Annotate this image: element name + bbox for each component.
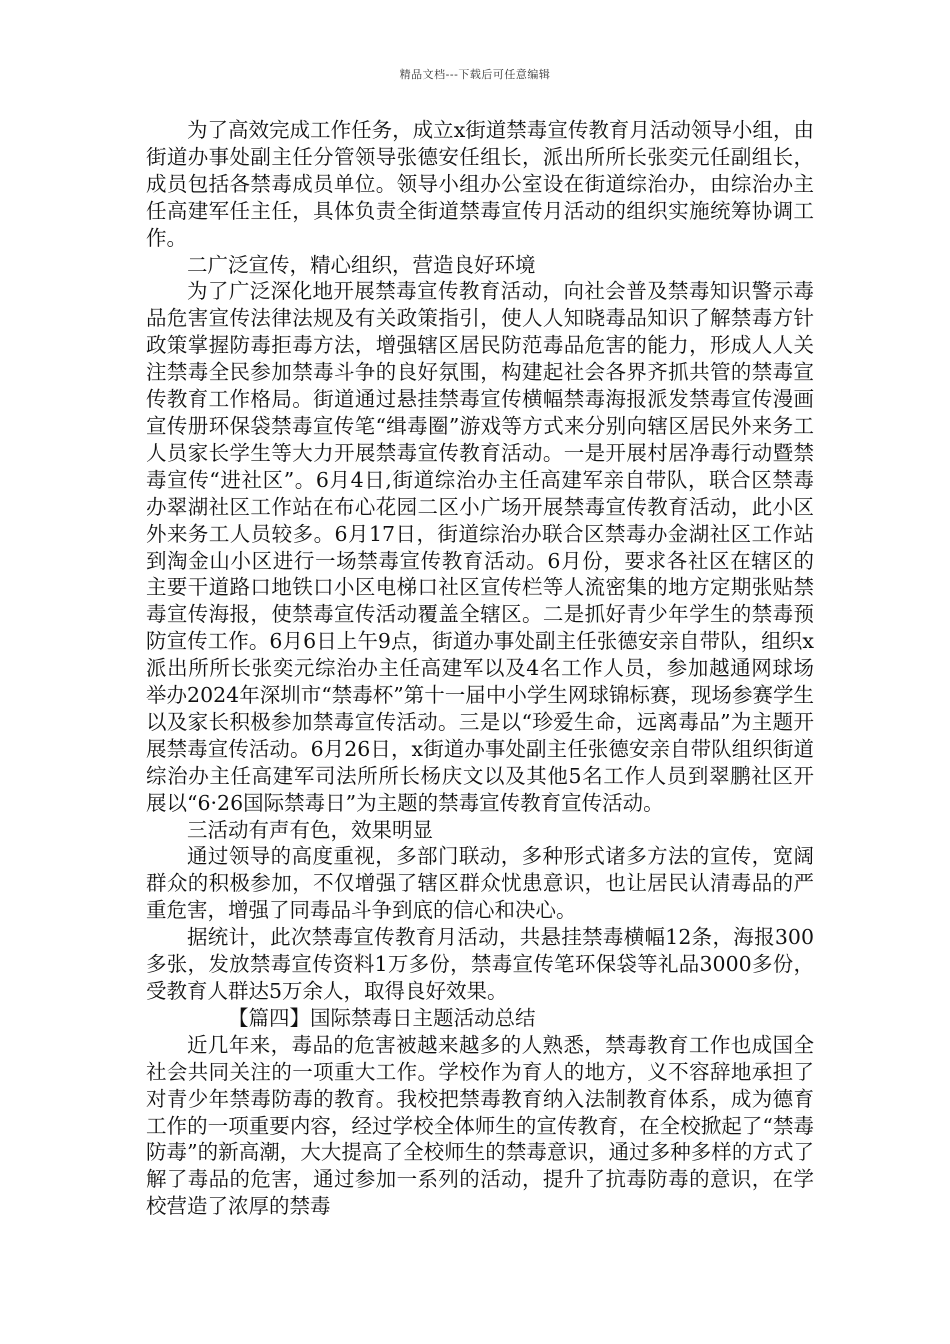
document-body [146,117,814,1220]
paragraph-statistics: 据统计，此次禁毒宣传教育月活动，共悬挂禁毒横幅12条，海报300多张，发放禁毒宣传资料1万多份，禁毒宣传笔环保袋等礼品3000多份，受教育人群达5万余人，取得良好效果。 [146,925,814,1003]
paragraph-results: 通过领导的高度重视，多部门联动，多种形式诸多方法的宣传，宽阔群众的积极参加，不仅增强了辖区群众忧患意识，也让居民认清毒品的严重危害，增强了同毒品斗争到底的信心和决心。 [146,844,814,923]
paragraph-leadership-group: 为了高效完成工作任务，成立x街道禁毒宣传教育月活动领导小组，由街道办事处副主任分管领导张德安任组长，派出所所长张奕元任副组长，成员包括各禁毒成员单位。领导小组办公室设在街道综治办，由综治办主任高建军任主任，具体负责全街道禁毒宣传月活动的组织实施统筹协调工作。 [146,118,814,250]
heading-results: 三活动有声有色，效果明显 [187,817,433,842]
paragraph-school-education: 近几年来，毒品的危害被越来越多的人熟悉，禁毒教育工作也成国全社会共同关注的一项重大工作。学校作为育人的地方，义不容辞地承担了对青少年禁毒防毒的教育。我校把禁毒教育纳入法制教育体系，成为德育工作的一项重要内容，经过学校全体师生的宣传教育，在全校掀起了“禁毒防毒”的新高潮，大大提高了全校师生的禁毒意识，通过多种多样的方式了解了毒品的危害，通过参加一系列的活动，提升了抗毒防毒的意识，在学校营造了浓厚的禁毒 [146,1032,814,1219]
heading-publicity: 二广泛宣传，精心组织，营造良好环境 [187,252,536,277]
section-title-part4: 【篇四】国际禁毒日主题活动总结 [228,1005,536,1030]
paragraph-publicity-activities: 为了广泛深化地开展禁毒宣传教育活动，向社会普及禁毒知识警示毒品危害宣传法律法规及有关政策指引，使人人知晓毒品知识了解禁毒方针政策掌握防毒拒毒方法，增强辖区居民防范毒品危害的能力，形成人人关注禁毒全民参加禁毒斗争的良好氛围，构建起社会各界齐抓共管的禁毒宣传教育工作格局。街道通过悬挂禁毒宣传横幅禁毒海报派发禁毒宣传漫画宣传册环保袋禁毒宣传笔“缉毒圈”游戏等方式来分别向辖区居民外来务工人员家长学生等大力开展禁毒宣传教育活动。一是开展村居净毒行动暨禁毒宣传“进社区”。6月4日,街道综治办主任高建军亲自带队，联合区禁毒办翠湖社区工作站在布心花园二区小广场开展禁毒宣传教育活动，此小区外来务工人员较多。6月17日，街道综治办联合区禁毒办金湖社区工作站到淘金山小区进行一场禁毒宣传教育活动。6月份，要求各社区在辖区的主要干道路口地铁口小区电梯口社区宣传栏等人流密集的地方定期张贴禁毒宣传海报，使禁毒宣传活动覆盖全辖区。二是抓好青少年学生的禁毒预防宣传工作。6月6日上午9点，街道办事处副主任张德安亲自带队，组织x派出所所长张奕元综治办主任高建军以及4名工作人员，参加越通网球场举办2024年深圳市“禁毒杯”第十一届中小学生网球锦标赛，现场参赛学生以及家长积极参加禁毒宣传活动。三是以“珍爱生命，远离毒品”为主题开展禁毒宣传活动。6月26日，x街道办事处副主任张德安亲自带队组织街道综治办主任高建军司法所所长杨庆文以及其他5名工作人员到翠鹏社区开展以“6·26国际禁毒日”为主题的禁毒宣传教育宣传活动。 [146,279,814,815]
page-header: 精品文档---下载后可任意编辑 [399,68,551,81]
